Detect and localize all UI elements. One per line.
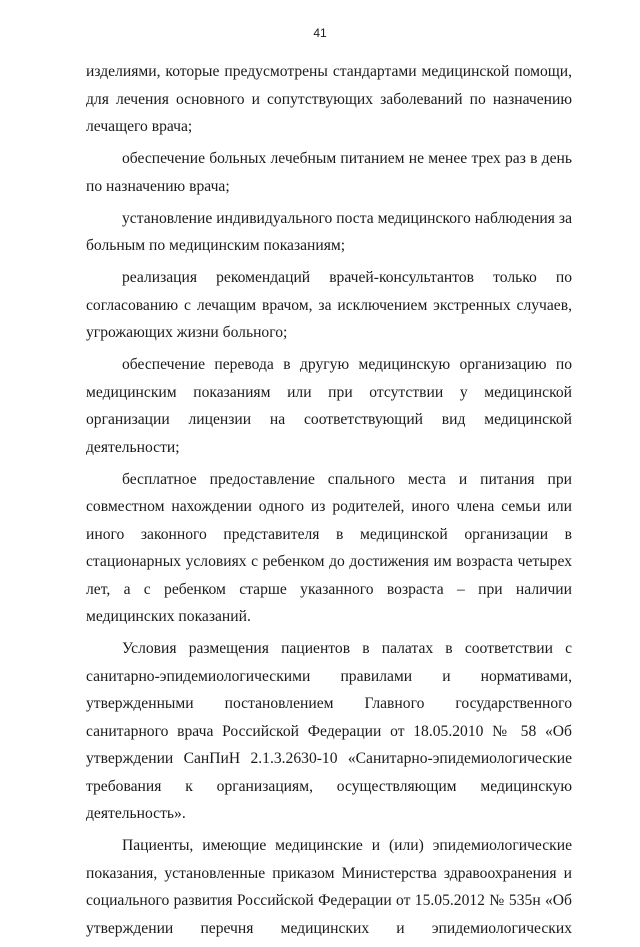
- document-body: [86, 58, 572, 947]
- paragraph-individual-post: установление индивидуального поста медицинского наблюдения за больным по медицинским показаниям;: [86, 209, 572, 254]
- paragraph-transfer: обеспечение перевода в другую медицинскую организацию по медицинским показаниям или при отсутствии у медицинской организации лицензии на соответствующий вид медицинской деятельности;: [86, 356, 572, 456]
- paragraph-patients-indications: Пациенты, имеющие медицинские и (или) эпидемиологические показания, установленные приказом Министерства здравоохранения и социального развития Российской Федерации от 15.05.2012 № 535н «Об утверждении перечня медицинских и эпидемиологических: [86, 837, 572, 937]
- paragraph-consultant-recommendations: реализация рекомендаций врачей-консультантов только по согласованию с лечащим врачом, за исключением экстренных случаев, угрожающих жизни больного;: [86, 269, 572, 341]
- paragraph-parent-accommodation: бесплатное предоставление спального места и питания при совместном нахождении одного из родителей, иного члена семьи или иного законного представителя в медицинской организации в стационарных условиях с ребенком до достижения им возраста четырех лет, а с ребенком старше указанного возраста – при наличии медицинских показаний.: [86, 470, 572, 625]
- paragraph-continuation: изделиями, которые предусмотрены стандартами медицинской помощи, для лечения основного и сопутствующих заболеваний по назначению лечащего врача;: [86, 63, 572, 135]
- page-number: 41: [313, 26, 327, 40]
- paragraph-nutrition: обеспечение больных лечебным питанием не менее трех раз в день по назначению врача;: [86, 150, 572, 195]
- paragraph-ward-conditions: Условия размещения пациентов в палатах в соответствии с санитарно-эпидемиологическими правилами и нормативами, утвержденными постановлением Главного государственного санитарного врача Российской Федерации от 18.05.2010 № 58 «Об утверждении СанПиН 2.1.3.2630-10 «Санитарно-эпидемиологические требования к организациям, осуществляющим медицинскую деятельность».: [86, 640, 572, 822]
